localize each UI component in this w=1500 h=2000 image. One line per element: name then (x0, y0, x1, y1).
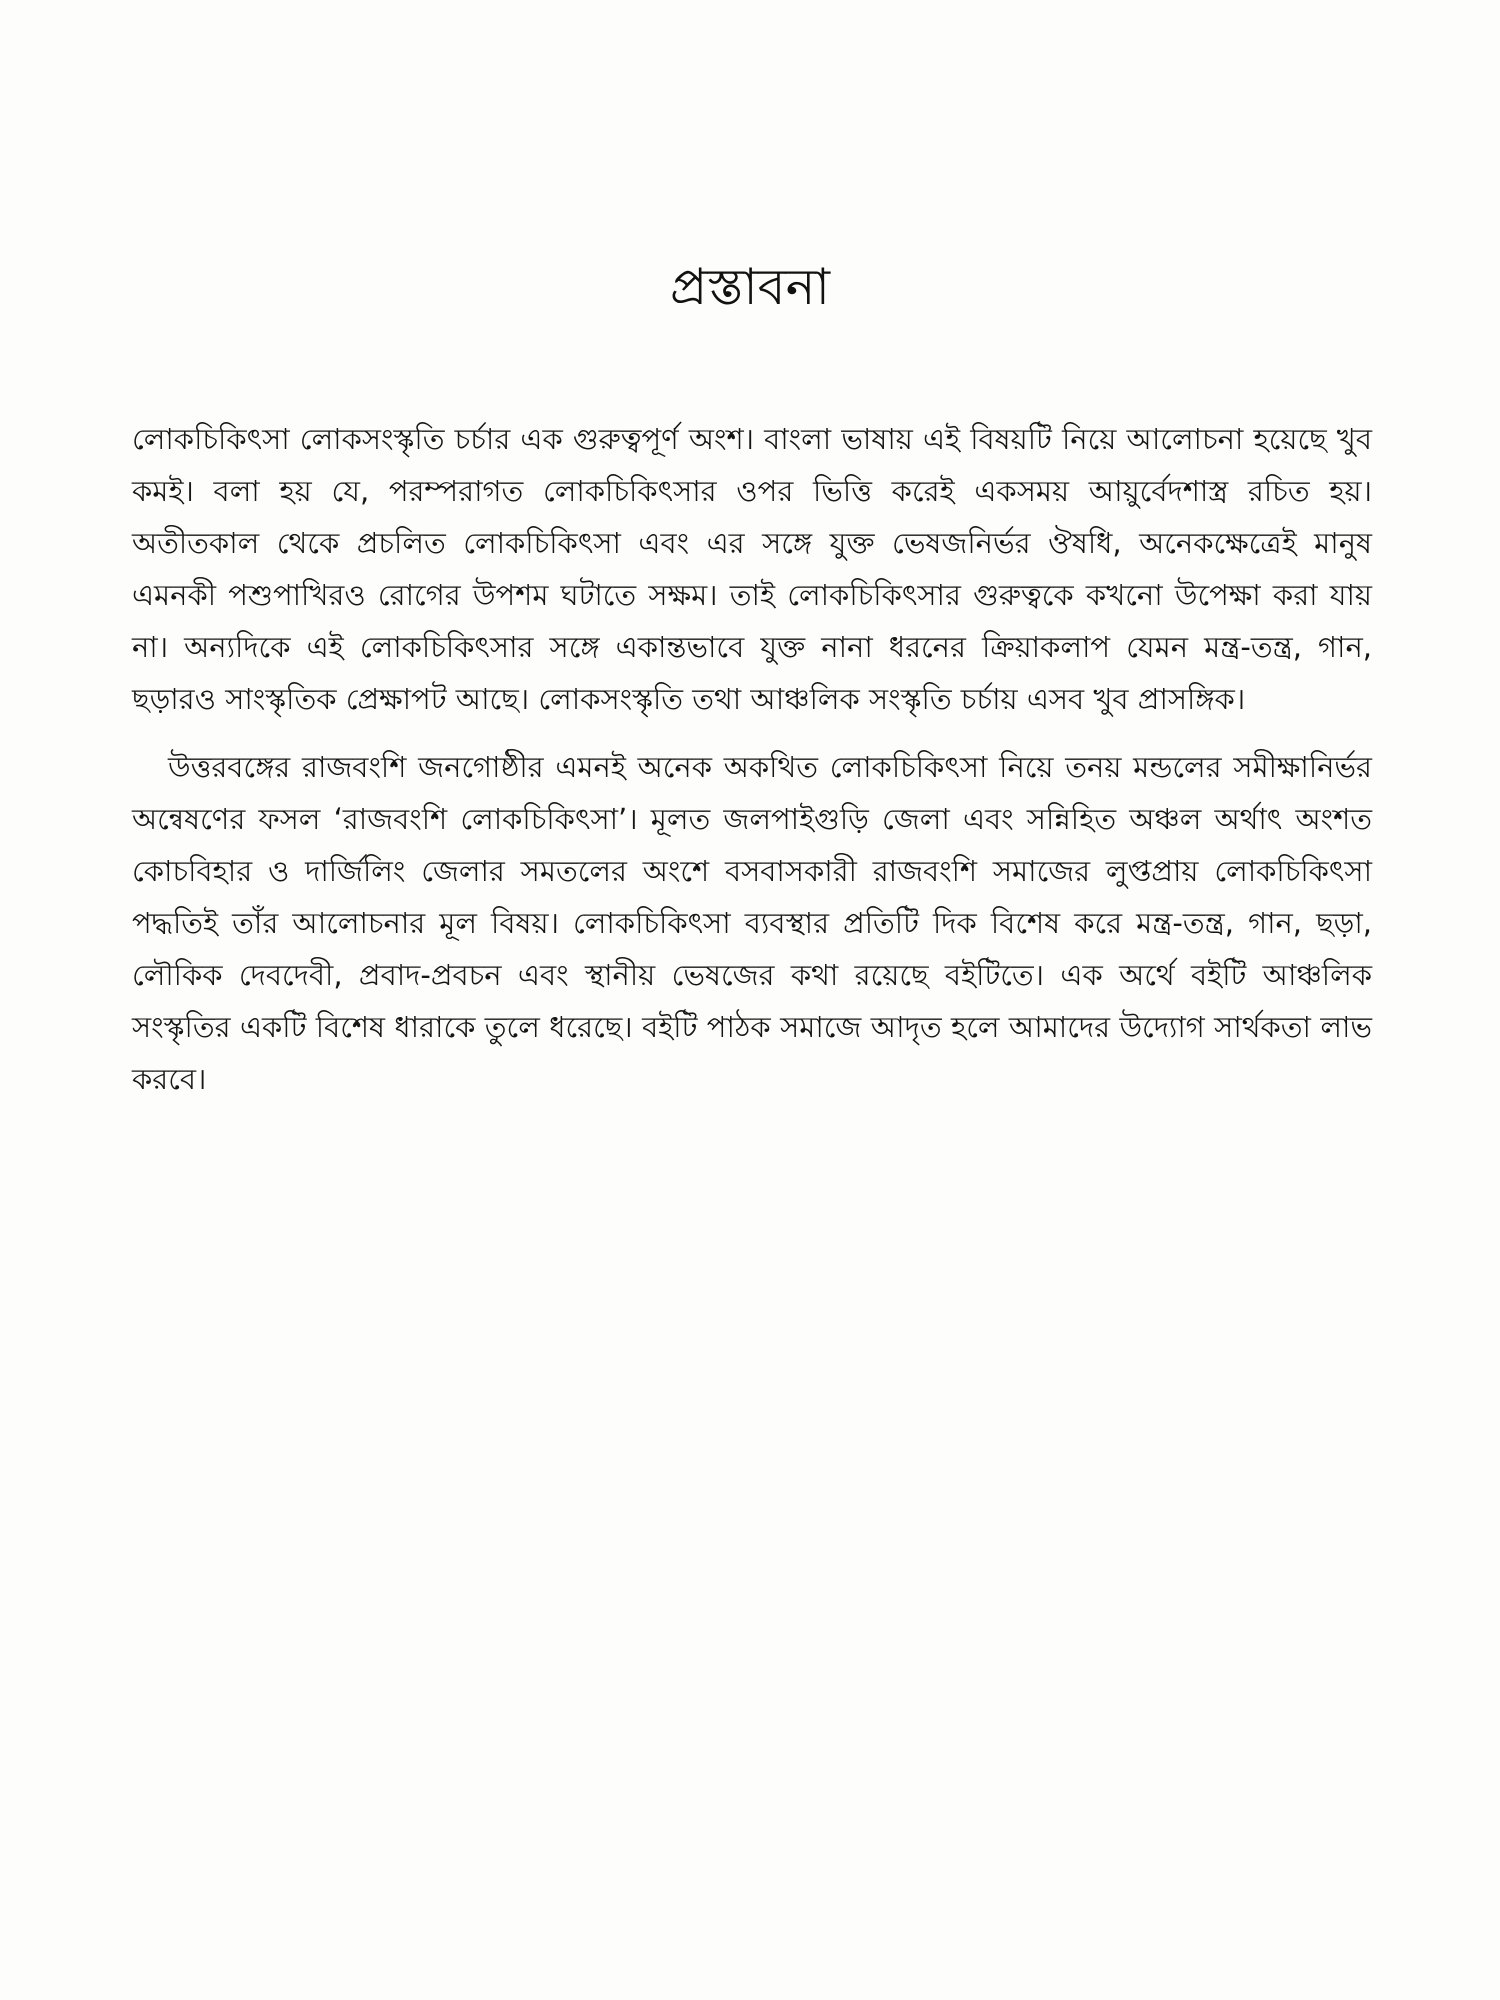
body-text (132, 413, 1372, 1105)
paragraph-1: লোকচিকিৎসা লোকসংস্কৃতি চর্চার এক গুরুত্বপূর্ণ অংশ। বাংলা ভাষায় এই বিষয়টি নিয়ে আলোচনা হয়েছে খুব কমই। বলা হয় যে, পরম্পরাগত লোকচিকিৎসার ওপর ভিত্তি করেই একসময় আয়ুর্বেদশাস্ত্র রচিত হয়। অতীতকাল থেকে প্রচলিত লোকচিকিৎসা এবং এর সঙ্গে যুক্ত ভেষজনির্ভর ঔষধি, অনেকক্ষেত্রেই মানুষ এমনকী পশুপাখিরও রোগের উপশম ঘটাতে সক্ষম। তাই লোকচিকিৎসার গুরুত্বকে কখনো উপেক্ষা করা যায় না। অন্যদিকে এই লোকচিকিৎসার সঙ্গে একান্তভাবে যুক্ত নানা ধরনের ক্রিয়াকলাপ যেমন মন্ত্র-তন্ত্র, গান, ছড়ারও সাংস্কৃতিক প্রেক্ষাপট আছে। লোকসংস্কৃতি তথা আঞ্চলিক সংস্কৃতি চর্চায় এসব খুব প্রাসঙ্গিক। (132, 422, 1372, 716)
page-title: প্রস্তাবনা (670, 258, 830, 316)
paragraph-2: উত্তরবঙ্গের রাজবংশি জনগোষ্ঠীর এমনই অনেক অকথিত লোকচিকিৎসা নিয়ে তনয় মন্ডলের সমীক্ষানির্ভর অন্বেষণের ফসল ‘রাজবংশি লোকচিকিৎসা’। মূলত জলপাইগুড়ি জেলা এবং সন্নিহিত অঞ্চল অর্থাৎ অংশত কোচবিহার ও দার্জিলিং জেলার সমতলের অংশে বসবাসকারী রাজবংশি সমাজের লুপ্তপ্রায় লোকচিকিৎসা পদ্ধতিই তাঁর আলোচনার মূল বিষয়। লোকচিকিৎসা ব্যবস্থার প্রতিটি দিক বিশেষ করে মন্ত্র-তন্ত্র, গান, ছড়া, লৌকিক দেবদেবী, প্রবাদ-প্রবচন এবং স্থানীয় ভেষজের কথা রয়েছে বইটিতে। এক অর্থে বইটি আঞ্চলিক সংস্কৃতির একটি বিশেষ ধারাকে তুলে ধরেছে। বইটি পাঠক সমাজে আদৃত হলে আমাদের উদ্যোগ সার্থকতা লাভ করবে। (132, 750, 1372, 1096)
